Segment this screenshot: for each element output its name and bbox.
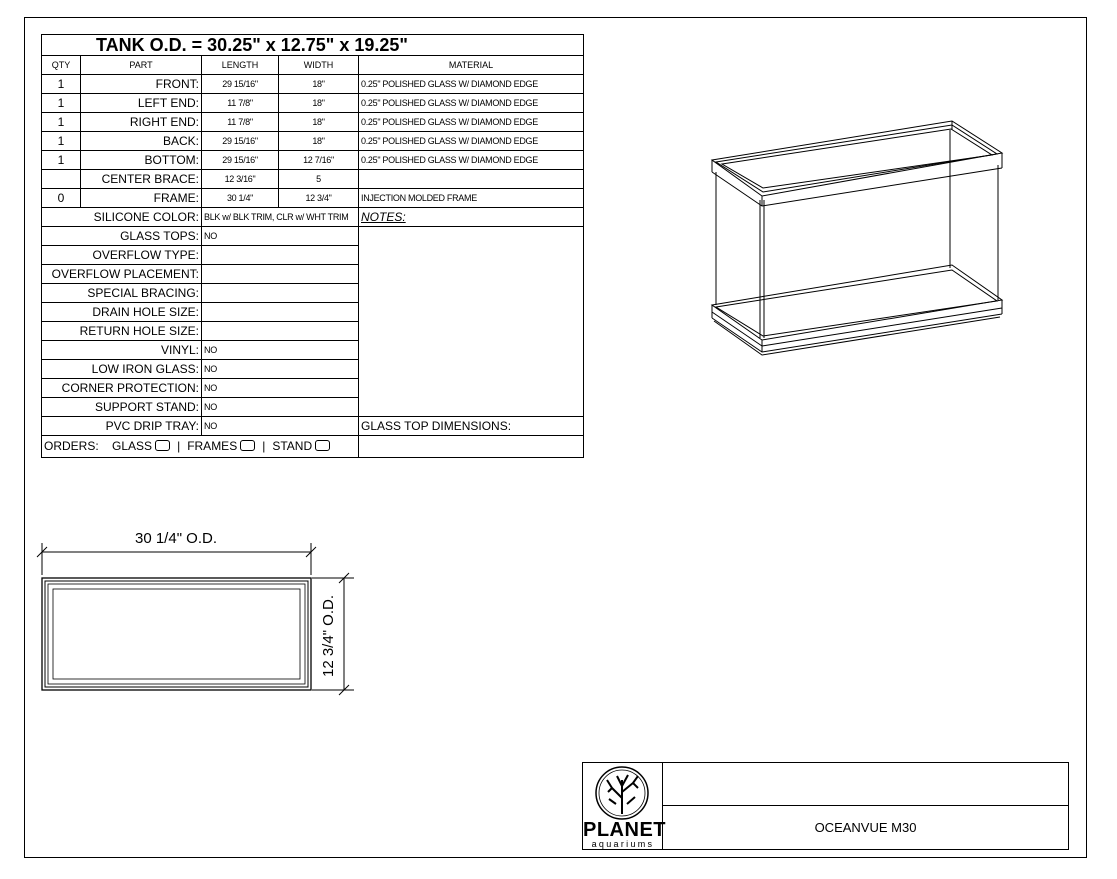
order-separator: |	[262, 439, 266, 453]
glass-top-dimensions-label: GLASS TOP DIMENSIONS:	[359, 417, 584, 436]
part-length: 29 15/16"	[202, 151, 279, 170]
logo-wordmark: PLANET	[583, 819, 666, 841]
part-name: FRAME:	[81, 189, 202, 208]
part-width: 18"	[279, 113, 359, 132]
pvc-drip-tray-value: NO	[202, 417, 359, 436]
header-material: MATERIAL	[359, 56, 584, 75]
part-name: RIGHT END:	[81, 113, 202, 132]
logo-cell	[583, 763, 666, 849]
part-qty: 1	[42, 75, 81, 94]
drawing-name: OCEANVUE M30	[814, 820, 917, 835]
part-material: 0.25" POLISHED GLASS W/ DIAMOND EDGE	[359, 75, 584, 94]
plan-view	[37, 543, 354, 695]
option-value: NO	[202, 341, 359, 360]
part-material: 0.25" POLISHED GLASS W/ DIAMOND EDGE	[359, 132, 584, 151]
header-length: LENGTH	[202, 56, 279, 75]
option-label: OVERFLOW PLACEMENT:	[42, 265, 202, 284]
order-separator: |	[177, 439, 181, 453]
order-glass-label: GLASS	[112, 439, 153, 453]
option-value: NO	[202, 379, 359, 398]
part-width: 18"	[279, 94, 359, 113]
header-qty: QTY	[42, 56, 81, 75]
part-name: BACK:	[81, 132, 202, 151]
option-label: LOW IRON GLASS:	[42, 360, 202, 379]
option-value: NO	[202, 227, 359, 246]
part-length: 29 15/16"	[202, 132, 279, 151]
order-stand-label: STAND	[272, 439, 313, 453]
tank-title: TANK O.D. = 30.25" x 12.75" x 19.25"	[42, 35, 584, 56]
option-value: NO	[202, 360, 359, 379]
part-length: 12 3/16"	[202, 170, 279, 189]
part-name: BOTTOM:	[81, 151, 202, 170]
option-label: GLASS TOPS:	[42, 227, 202, 246]
title-block-divider	[663, 805, 1068, 806]
part-material: 0.25" POLISHED GLASS W/ DIAMOND EDGE	[359, 113, 584, 132]
part-qty: 1	[42, 151, 81, 170]
part-width: 18"	[279, 132, 359, 151]
part-qty: 1	[42, 113, 81, 132]
part-width: 5	[279, 170, 359, 189]
part-length: 11 7/8"	[202, 94, 279, 113]
option-label: SUPPORT STAND:	[42, 398, 202, 417]
option-label: SPECIAL BRACING:	[42, 284, 202, 303]
part-material: 0.25" POLISHED GLASS W/ DIAMOND EDGE	[359, 94, 584, 113]
part-name: CENTER BRACE:	[81, 170, 202, 189]
header-width: WIDTH	[279, 56, 359, 75]
part-qty: 1	[42, 132, 81, 151]
part-qty: 0	[42, 189, 81, 208]
option-label: RETURN HOLE SIZE:	[42, 322, 202, 341]
logo-subtitle: aquariums	[591, 839, 655, 849]
option-label: CORNER PROTECTION:	[42, 379, 202, 398]
tank-isometric-view	[712, 121, 1002, 355]
header-part: PART	[81, 56, 202, 75]
part-qty: 1	[42, 94, 81, 113]
part-length: 30 1/4"	[202, 189, 279, 208]
option-label: DRAIN HOLE SIZE:	[42, 303, 202, 322]
part-length: 11 7/8"	[202, 113, 279, 132]
notes-label: NOTES:	[359, 208, 584, 227]
pvc-drip-tray-label: PVC DRIP TRAY:	[42, 417, 202, 436]
length-dimension-label: 30 1/4" O.D.	[134, 530, 218, 547]
part-width: 12 7/16"	[279, 151, 359, 170]
width-dimension-label: 12 3/4" O.D.	[320, 594, 337, 678]
option-label: OVERFLOW TYPE:	[42, 246, 202, 265]
option-label: VINYL:	[42, 341, 202, 360]
option-value: NO	[202, 398, 359, 417]
part-material: 0.25" POLISHED GLASS W/ DIAMOND EDGE	[359, 151, 584, 170]
part-width: 12 3/4"	[279, 189, 359, 208]
silicone-color-label: SILICONE COLOR:	[42, 208, 202, 227]
title-block	[582, 762, 1069, 850]
silicone-color-value: BLK w/ BLK TRIM, CLR w/ WHT TRIM	[202, 208, 359, 227]
part-length: 29 15/16"	[202, 75, 279, 94]
part-width: 18"	[279, 75, 359, 94]
part-name: LEFT END:	[81, 94, 202, 113]
order-frames-label: FRAMES	[187, 439, 238, 453]
orders-label: ORDERS:	[44, 439, 99, 453]
part-name: FRONT:	[81, 75, 202, 94]
part-material: INJECTION MOLDED FRAME	[359, 189, 584, 208]
